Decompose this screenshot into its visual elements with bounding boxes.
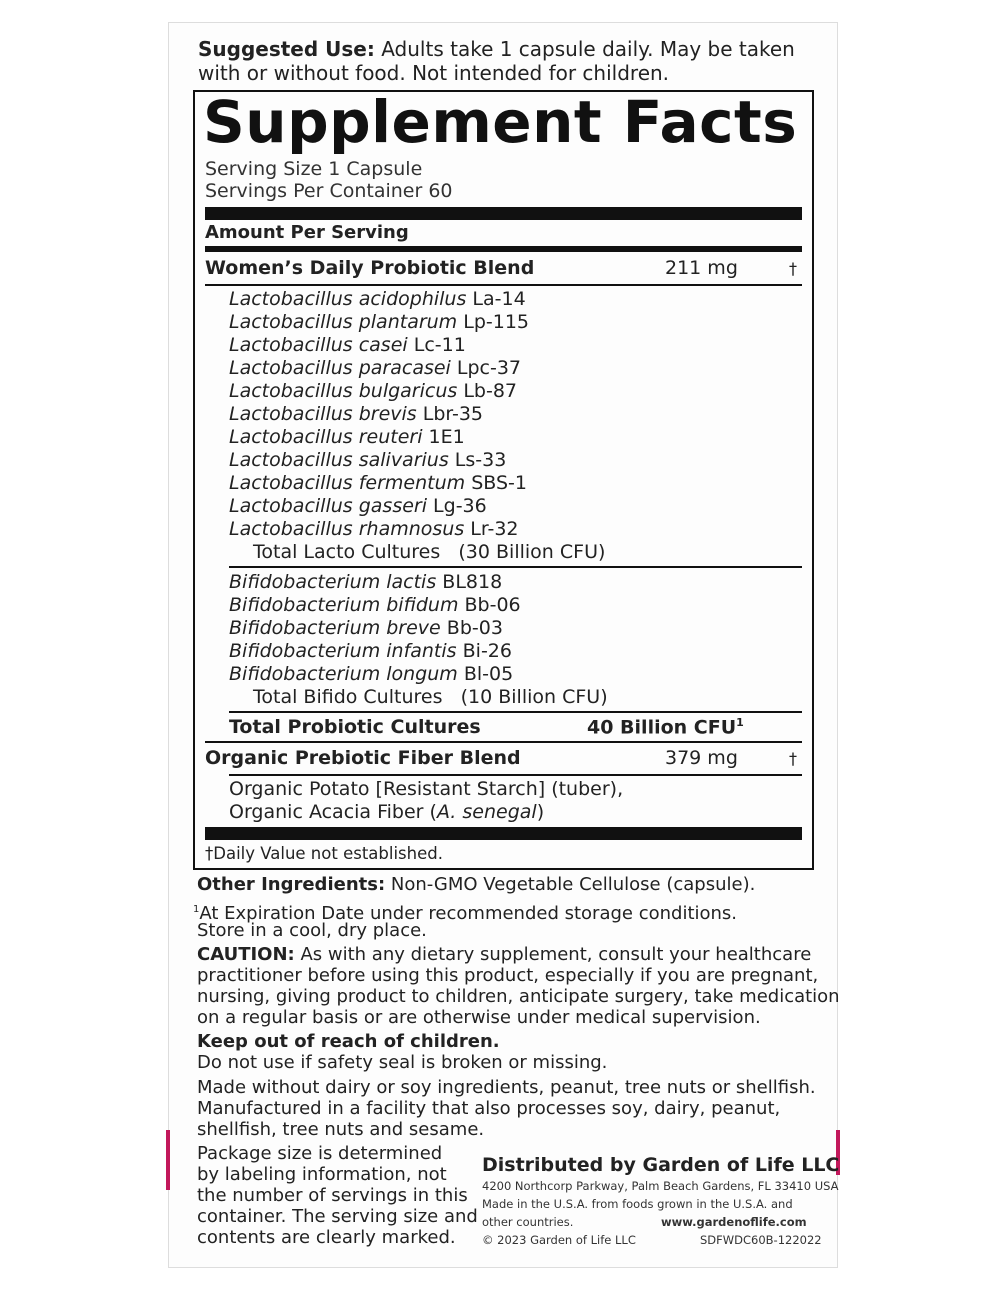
strain-id: Bi-26	[462, 640, 512, 662]
distributor-address: 4200 Northcorp Parkway, Palm Beach Gardens, FL 33410 USA	[482, 1179, 839, 1193]
medium-rule	[205, 246, 802, 252]
strain-species: Bifidobacterium lactis	[229, 571, 437, 593]
thin-rule	[229, 566, 802, 568]
seal-warning: Do not use if safety seal is broken or missing.	[197, 1052, 608, 1073]
blend1-name: Women’s Daily Probiotic Blend	[205, 257, 535, 279]
thin-rule	[229, 774, 802, 776]
blend2-line2-pre: Organic Acacia Fiber (	[229, 801, 437, 823]
total-lacto-label: Total Lacto Cultures	[253, 541, 441, 563]
copyright: © 2023 Garden of Life LLC	[482, 1233, 636, 1247]
total-bifido-value: (10 Billion CFU)	[460, 686, 608, 708]
strain-species: Lactobacillus plantarum	[229, 311, 458, 333]
facts-title: Supplement Facts	[203, 88, 798, 156]
package-line4: container. The serving size and	[197, 1206, 478, 1227]
caution-line4: on a regular basis or are otherwise under medical supervision.	[197, 1007, 761, 1028]
total-probiotic-value: 40 Billion CFU	[587, 716, 737, 739]
blend2-dv: †	[789, 749, 797, 768]
strain-id: Lp-115	[463, 311, 530, 333]
expiration-line2: Store in a cool, dry place.	[197, 920, 427, 941]
made-in-line2: other countries.	[482, 1215, 574, 1229]
blend2-line1: Organic Potato [Resistant Starch] (tuber),	[229, 778, 624, 800]
strain-species: Lactobacillus brevis	[229, 403, 417, 425]
allergen-line3: shellfish, tree nuts and sesame.	[197, 1119, 485, 1140]
blend2-amount: 379 mg	[665, 747, 738, 769]
thick-rule	[205, 827, 802, 840]
strain-row	[229, 334, 466, 356]
total-lacto-value: (30 Billion CFU)	[458, 541, 606, 563]
strain-row	[229, 403, 483, 425]
supplement-facts-panel	[193, 90, 814, 870]
strain-id: Bb-03	[446, 617, 503, 639]
expiration-sup: 1	[193, 904, 200, 915]
thin-rule	[229, 711, 802, 713]
strain-id: Bb-06	[464, 594, 521, 616]
serving-size: Serving Size 1 Capsule	[205, 158, 423, 180]
strain-row	[229, 518, 519, 540]
strain-species: Lactobacillus paracasei	[229, 357, 451, 379]
caution	[197, 944, 840, 1028]
strain-id: Bl-05	[463, 663, 514, 685]
blend2-line2-post: )	[536, 801, 545, 823]
strain-row	[229, 594, 521, 616]
strain-species: Lactobacillus salivarius	[229, 449, 449, 471]
strain-species: Lactobacillus rhamnosus	[229, 518, 465, 540]
other-ingredients-label: Other Ingredients:	[197, 874, 386, 895]
blend2-line2-italic: A. senegal	[436, 801, 537, 823]
strain-id: Lc-11	[413, 334, 466, 356]
strain-species: Bifidobacterium breve	[229, 617, 441, 639]
strain-id: Lg-36	[433, 495, 487, 517]
strain-row	[229, 380, 517, 402]
strain-row	[229, 472, 527, 494]
strain-species: Bifidobacterium bifidum	[229, 594, 459, 616]
strain-row	[229, 288, 526, 310]
made-in-line1: Made in the U.S.A. from foods grown in the U.S.A. and	[482, 1197, 793, 1211]
strain-id: BL818	[442, 571, 503, 593]
suggested-use-line1: Adults take 1 capsule daily. May be taken	[381, 37, 795, 61]
pink-accent-left	[166, 1130, 170, 1190]
website[interactable]: www.gardenoflife.com	[661, 1215, 807, 1229]
strain-id: Lpc-37	[456, 357, 522, 379]
package-line3: the number of servings in this	[197, 1185, 468, 1206]
product-code: SDFWDC60B-122022	[700, 1233, 822, 1247]
expiration-line1: At Expiration Date under recommended storage conditions.	[199, 903, 738, 924]
strain-id: 1E1	[428, 426, 465, 448]
total-probiotic-value-wrap	[587, 716, 744, 738]
package-line5: contents are clearly marked.	[197, 1227, 456, 1248]
total-probiotic-label: Total Probiotic Cultures	[229, 716, 481, 738]
caution-line1: As with any dietary supplement, consult your healthcare	[300, 944, 812, 965]
amount-per-serving: Amount Per Serving	[205, 222, 409, 243]
strain-row	[229, 640, 512, 662]
caution-line2: practitioner before using this product, especially if you are pregnant,	[197, 965, 819, 986]
keep-out-warning: Keep out of reach of children.	[197, 1031, 500, 1052]
suggested-use-line2: with or without food. Not intended for children.	[198, 61, 670, 85]
strain-row	[229, 357, 521, 379]
blend1-dv: †	[789, 259, 797, 278]
strain-id: Lb-87	[463, 380, 518, 402]
strain-row	[229, 495, 487, 517]
allergen-statement	[197, 1077, 816, 1140]
blend1-amount: 211 mg	[665, 257, 738, 279]
strain-id: SBS-1	[471, 472, 527, 494]
suggested-use	[198, 37, 818, 85]
strain-species: Lactobacillus casei	[229, 334, 408, 356]
strain-species: Lactobacillus fermentum	[229, 472, 466, 494]
blend2-line2	[229, 801, 544, 823]
package-statement	[197, 1143, 478, 1248]
blend2-name: Organic Prebiotic Fiber Blend	[205, 747, 521, 769]
strain-id: Lbr-35	[422, 403, 484, 425]
suggested-use-label: Suggested Use:	[198, 37, 375, 61]
total-lacto-row	[253, 541, 605, 563]
strain-species: Lactobacillus gasseri	[229, 495, 427, 517]
other-ingredients-text: Non-GMO Vegetable Cellulose (capsule).	[390, 874, 756, 895]
package-line2: by labeling information, not	[197, 1164, 447, 1185]
other-ingredients	[197, 874, 755, 895]
strain-id: La-14	[472, 288, 526, 310]
dv-footnote: †Daily Value not established.	[205, 844, 443, 863]
allergen-line2: Manufactured in a facility that also processes soy, dairy, peanut,	[197, 1098, 781, 1119]
strain-id: Ls-33	[454, 449, 507, 471]
total-probiotic-sup: 1	[736, 716, 744, 729]
thin-rule	[205, 741, 802, 743]
allergen-line1: Made without dairy or soy ingredients, peanut, tree nuts or shellfish.	[197, 1077, 816, 1098]
strain-species: Lactobacillus reuteri	[229, 426, 423, 448]
caution-label: CAUTION:	[197, 944, 295, 965]
strain-row	[229, 426, 465, 448]
strain-row	[229, 311, 529, 333]
strain-id: Lr-32	[470, 518, 519, 540]
total-bifido-row	[253, 686, 608, 708]
total-bifido-label: Total Bifido Cultures	[253, 686, 443, 708]
servings-per-container: Servings Per Container 60	[205, 180, 453, 202]
strain-species: Bifidobacterium infantis	[229, 640, 457, 662]
strain-row	[229, 617, 503, 639]
distributor-title: Distributed by Garden of Life LLC	[482, 1154, 840, 1176]
thick-rule	[205, 207, 802, 220]
strain-row	[229, 449, 506, 471]
thin-rule	[205, 284, 802, 286]
strain-species: Lactobacillus acidophilus	[229, 288, 467, 310]
strain-row	[229, 571, 502, 593]
strain-species: Lactobacillus bulgaricus	[229, 380, 458, 402]
strain-row	[229, 663, 513, 685]
caution-line3: nursing, giving product to children, anticipate surgery, take medication	[197, 986, 840, 1007]
package-line1: Package size is determined	[197, 1143, 443, 1164]
strain-species: Bifidobacterium longum	[229, 663, 458, 685]
